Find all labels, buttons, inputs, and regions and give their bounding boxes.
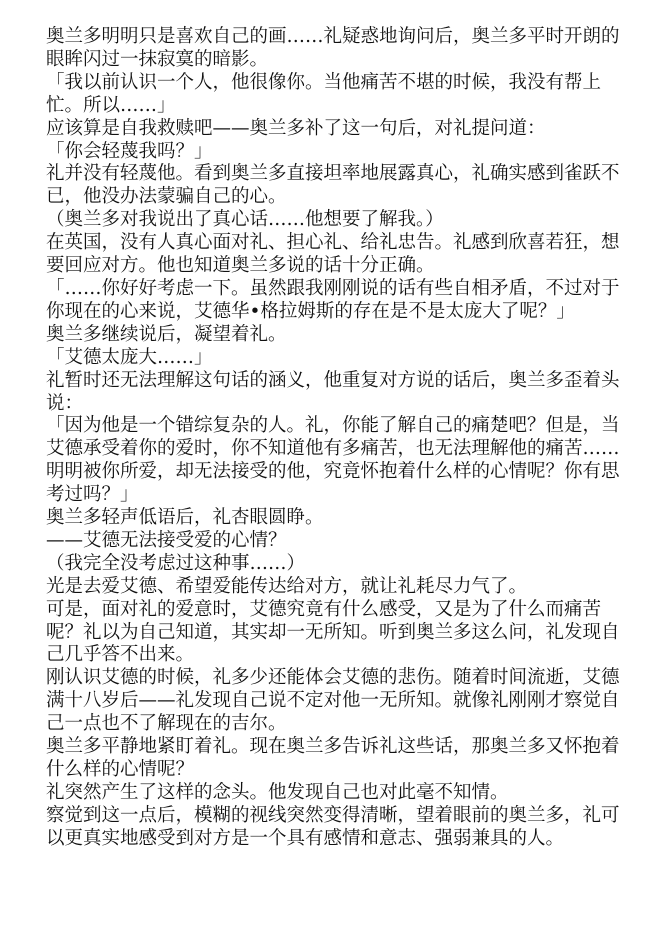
paragraph: ——艾德无法接受爱的心情？ <box>46 529 287 551</box>
paragraph: 「……你好好考虑一下。虽然跟我刚刚说的话有些自相矛盾，不过对于你现在的心来说，艾德华•格拉姆斯的存在是不是太庞大了呢？」 <box>46 277 620 322</box>
paragraph: 「你会轻蔑我吗？」 <box>46 140 213 162</box>
paragraph: 「我以前认识一个人，他很像你。当他痛苦不堪的时候，我没有帮上忙。所以……」 <box>46 71 602 116</box>
paragraph: 奥兰多继续说后，凝望着礼。 <box>46 323 287 345</box>
paragraph: 奥兰多轻声低语后，礼杏眼圆睁。 <box>46 507 324 529</box>
paragraph: 礼并没有轻蔑他。看到奥兰多直接坦率地展露真心，礼确实感到雀跃不已，他没办法蒙骗自己的心。 <box>46 163 620 208</box>
paragraph: 刚认识艾德的时候，礼多少还能体会艾德的悲伤。随着时间流逝，艾德满十八岁后——礼发现自己说不定对他一无所知。就像礼刚刚才察觉自己一点也不了解现在的吉尔。 <box>46 667 620 735</box>
paragraph: 在英国，没有人真心面对礼、担心礼、给礼忠告。礼感到欣喜若狂，想要回应对方。他也知道奥兰多说的话十分正确。 <box>46 232 620 277</box>
paragraph: 「艾德太庞大……」 <box>46 346 213 368</box>
paragraph: 礼突然产生了这样的念头。他发现自己也对此毫不知情。 <box>46 781 509 803</box>
paragraph: 奥兰多明明只是喜欢自己的画……礼疑惑地询问后，奥兰多平时开朗的眼眸闪过一抹寂寞的暗影。 <box>46 26 620 70</box>
document-page <box>46 26 626 851</box>
paragraph: 奥兰多平静地紧盯着礼。现在奥兰多告诉礼这些话，那奥兰多又怀抱着什么样的心情呢？ <box>46 736 620 780</box>
paragraph: 察觉到这一点后，模糊的视线突然变得清晰，望着眼前的奥兰多，礼可以更真实地感受到对方是一个具有感情和意志、强弱兼具的人。 <box>46 804 620 849</box>
paragraph: （奥兰多对我说出了真心话……他想要了解我。） <box>46 209 444 231</box>
paragraph: 应该算是自我救赎吧——奥兰多补了这一句后，对礼提问道： <box>46 117 546 139</box>
paragraph: 光是去爱艾德、希望爱能传达给对方，就让礼耗尽力气了。 <box>46 575 528 597</box>
paragraph: 可是，面对礼的爱意时，艾德究竟有什么感受，又是为了什么而痛苦呢？礼以为自己知道，其实却一无所知。听到奥兰多这么问，礼发现自己几乎答不出来。 <box>46 598 620 666</box>
paragraph: （我完全没考虑过这种事……） <box>46 552 306 574</box>
paragraph: 礼暂时还无法理解这句话的涵义，他重复对方说的话后，奥兰多歪着头说： <box>46 369 620 414</box>
paragraph: 「因为他是一个错综复杂的人。礼，你能了解自己的痛楚吧？但是，当艾德承受着你的爱时，你不知道他有多痛苦，也无法理解他的痛苦……明明被你所爱，却无法接受的他，究竟怀抱着什么样的心情呢？你有思考过吗？」 <box>46 415 620 506</box>
